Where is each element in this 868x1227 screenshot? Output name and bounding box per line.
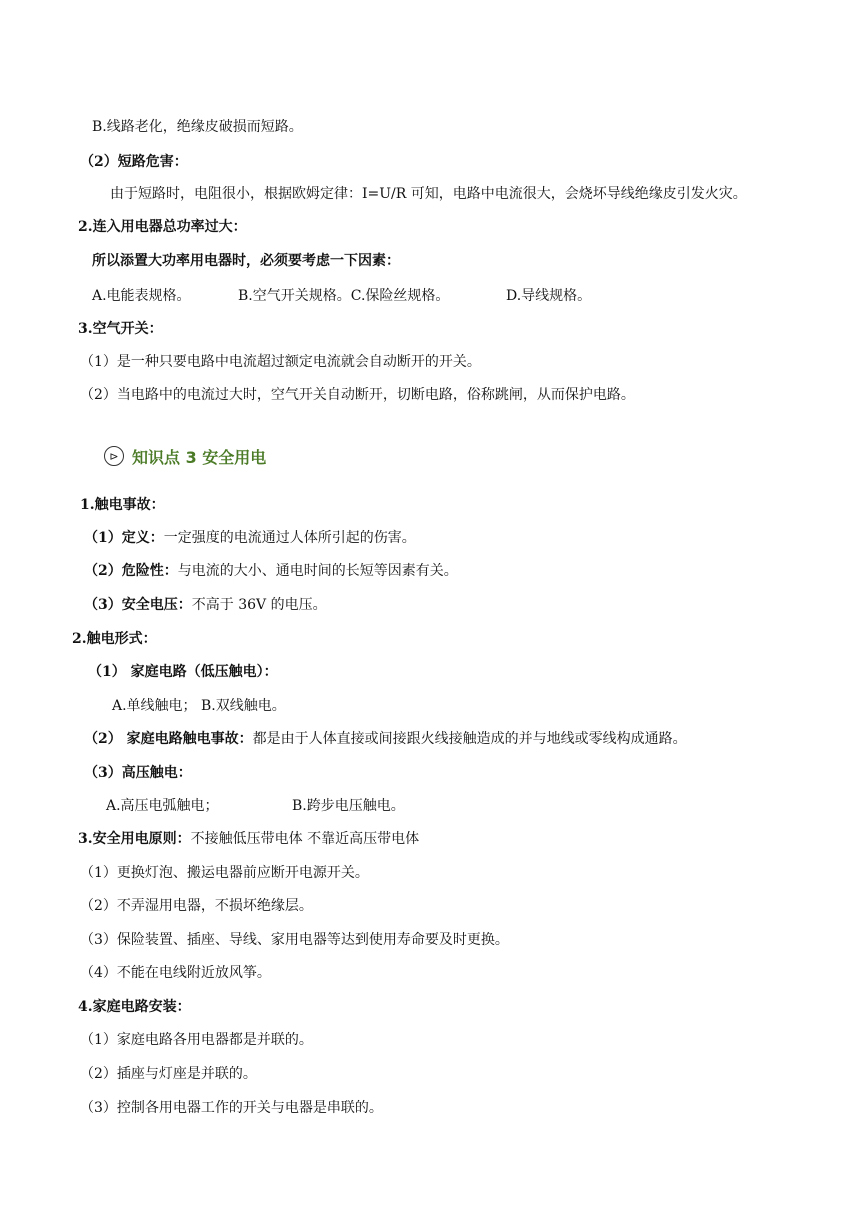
subheading: （2）短路危害： [80,154,188,170]
option-d: D.导线规格。 [506,288,592,304]
definition-line [84,562,458,580]
definition-line [84,596,327,614]
heading: 1.触电事故： [80,497,165,513]
subheading: 所以添置大功率用电器时，必须要考虑一下因素： [92,253,400,269]
item-text: 与电流的大小、通电时间的长短等因素有关。 [177,563,458,579]
subheading: （1） 家庭电路（低压触电）： [88,664,278,680]
item-label: 3.安全用电原则： [78,831,191,847]
option-a: A.高压电弧触电； [106,798,219,814]
section-header [104,444,266,468]
item-label: （2）危险性： [84,563,178,579]
option-bc: B.空气开关规格。C.保险丝规格。 [238,288,450,304]
text-line: （3）控制各用电器工作的开关与电器是串联的。 [80,1100,383,1116]
heading: 2.连入用电器总功率过大： [78,219,247,235]
heading: 3.空气开关： [78,321,163,337]
item-label: （2） 家庭电路触电事故： [84,731,253,747]
text-line: （3）保险装置、插座、导线、家用电器等达到使用寿命要及时更换。 [80,932,509,948]
text-line: （1）更换灯泡、搬运电器前应断开电源开关。 [80,865,369,881]
definition-line [84,730,687,748]
text-line: （4）不能在电线附近放风筝。 [80,965,271,981]
text-line: （1）是一种只要电路中电流超过额定电流就会自动断开的开关。 [80,354,481,370]
text-line: A.单线触电； B.双线触电。 [112,698,286,714]
item-text: 不接触低压带电体 不靠近高压带电体 [190,831,420,847]
text-line: B.线路老化，绝缘皮破损而短路。 [92,119,303,135]
subheading: （3）高压触电： [84,765,192,781]
item-text: 不高于 36V 的电压。 [191,597,327,613]
section-title: 知识点 3 安全用电 [132,447,267,467]
arrow-circle-icon: ⊳ [104,446,124,466]
heading: 2.触电形式： [72,631,157,647]
text-line: （2）当电路中的电流过大时，空气开关自动断开，切断电路，俗称跳闸，从而保护电路。 [80,387,635,403]
definition-line [84,529,416,547]
item-text: 一定强度的电流通过人体所引起的伤害。 [163,530,416,546]
text-line: （2）插座与灯座是并联的。 [80,1066,257,1082]
text-line: （2）不弄湿用电器，不损坏绝缘层。 [80,898,313,914]
text-line: （1）家庭电路各用电器都是并联的。 [80,1032,313,1048]
principle-line [78,830,419,848]
item-text: 都是由于人体直接或间接跟火线接触造成的并与地线或零线构成通路。 [252,731,687,747]
heading: 4.家庭电路安装： [78,999,191,1015]
text-line: 由于短路时，电阻很小，根据欧姆定律：I=U/R 可知，电路中电流很大，会烧坏导线绝缘皮引发火灾。 [110,186,747,202]
option-b: B.跨步电压触电。 [292,798,405,814]
option-a: A.电能表规格。 [92,288,191,304]
item-label: （3）安全电压： [84,597,192,613]
item-label: （1）定义： [84,530,164,546]
